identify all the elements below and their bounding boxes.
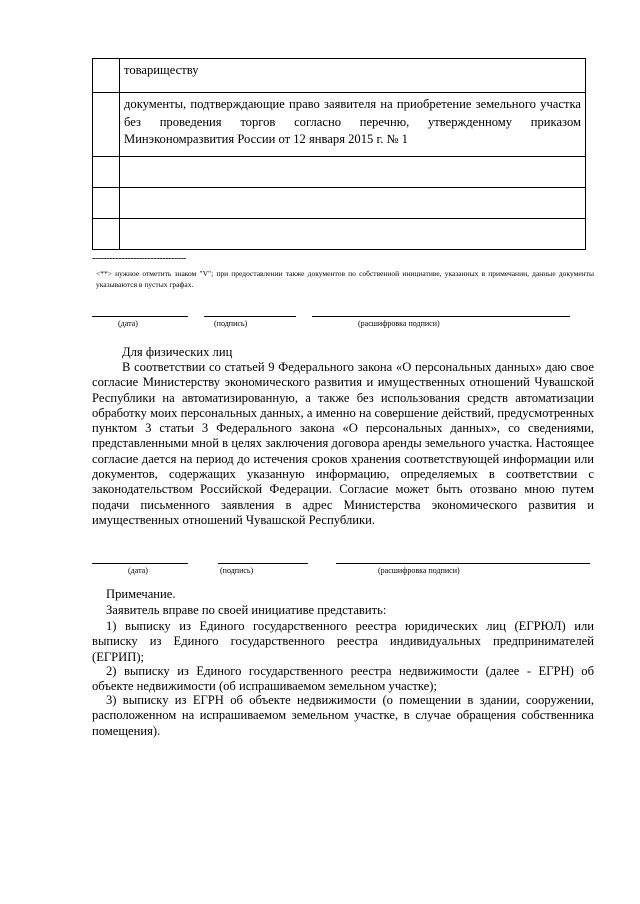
date-line[interactable] — [92, 316, 188, 317]
table-cell-checkbox[interactable] — [93, 157, 120, 188]
table-row — [93, 157, 586, 188]
table-cell-checkbox[interactable] — [93, 59, 120, 93]
table-cell-text[interactable] — [120, 188, 586, 219]
table-cell-text: документы, подтверждающие право заявителя на приобретение земельного участка без проведения торгов согласно перечню, утвержденному приказом Минэкономразвития России от 12 января 2015 г. № 1 — [120, 93, 586, 157]
footnote-separator: -------------------------------- — [92, 253, 186, 264]
decoding-caption: (расшифровка подписи) — [358, 319, 440, 328]
note-item: 3) выписку из ЕГРН об объекте недвижимости (о помещении в здании, сооружении, расположенном на испрашиваемом земельном участке, в случае обращения собственника помещения). — [92, 693, 594, 738]
signature-line[interactable] — [204, 316, 296, 317]
table-row — [93, 93, 586, 157]
note-title: Примечание. — [106, 587, 176, 601]
decoding-line[interactable] — [336, 563, 590, 564]
table-cell-text[interactable] — [120, 219, 586, 250]
footnote-text: <**> нужное отметить знаком "V"; при предоставлении также документов по собственной инициативе, указанных в примечании, данные документы указываются в пустых графах. — [96, 269, 594, 289]
table-cell-checkbox[interactable] — [93, 219, 120, 250]
date-caption: (дата) — [128, 566, 148, 575]
table-cell-text[interactable] — [120, 157, 586, 188]
consent-heading: Для физических лиц — [122, 345, 233, 359]
date-caption: (дата) — [118, 319, 138, 328]
consent-text: В соответствии со статьей 9 Федерального закона «О персональных данных» даю свое согласие Министерству экономического развития и имущественных отношений Чувашской Республики на автоматизированную, а также без использования средств автоматизации обработку моих персональных данных, а именно на совершение действий, предусмотренных пунктом 3 статьи 3 Федерального закона «О персональных данных», со сведениями, представленными мной в целях заключения договора аренды земельного участка. Настоящее согласие дается на период до истечения сроков хранения соответствующей информации или документов, содержащих указанную информацию, определяемых в соответствии с законодательством Российской Федерации. Согласие может быть отозвано мною путем подачи письменного заявления в адрес Министерства экономического развития и имущественных отношений Чувашской Республики. — [92, 360, 594, 527]
date-line[interactable] — [92, 563, 188, 564]
note-intro: Заявитель вправе по своей инициативе представить: — [106, 603, 387, 617]
decoding-line[interactable] — [312, 316, 570, 317]
table-row — [93, 59, 586, 93]
table-cell-checkbox[interactable] — [93, 188, 120, 219]
table-row — [93, 219, 586, 250]
table-cell-checkbox[interactable] — [93, 93, 120, 157]
table-cell-text: товариществу — [120, 59, 586, 93]
documents-table — [92, 58, 586, 250]
note-item: 2) выписку из Единого государственного реестра недвижимости (далее - ЕГРН) об объекте недвижимости (об испрашиваемом земельном участке); — [92, 664, 594, 694]
table-row — [93, 188, 586, 219]
note-item: 1) выписку из Единого государственного реестра юридических лиц (ЕГРЮЛ) или выписку из Единого государственного реестра индивидуальных предпринимателей (ЕГРИП); — [92, 619, 594, 664]
signature-caption: (подпись) — [214, 319, 248, 328]
signature-caption: (подпись) — [220, 566, 254, 575]
decoding-caption: (расшифровка подписи) — [378, 566, 460, 575]
signature-line[interactable] — [218, 563, 308, 564]
